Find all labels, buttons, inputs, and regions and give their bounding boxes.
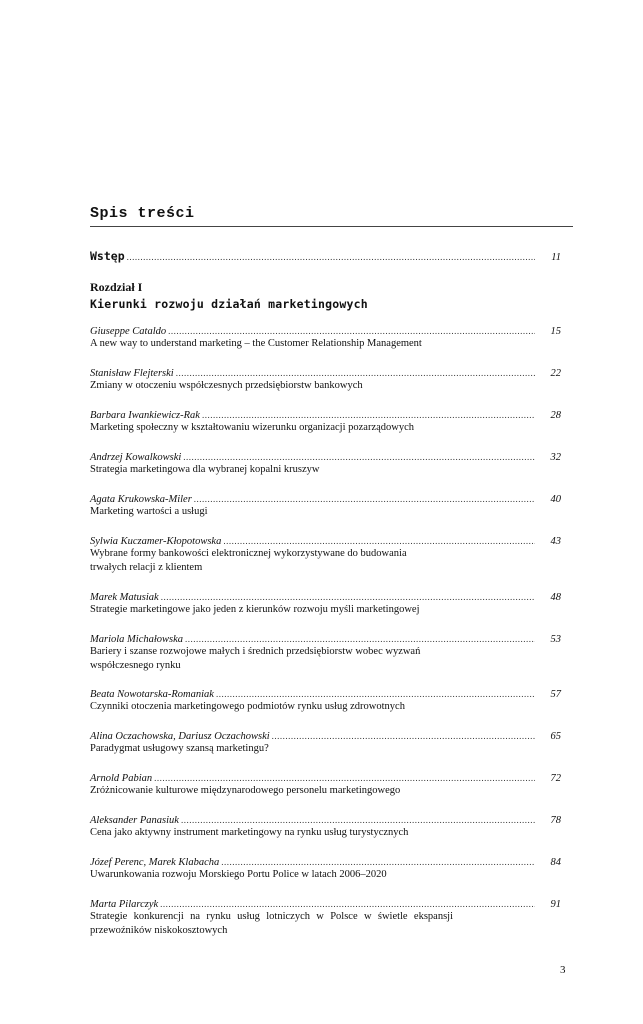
dot-leader	[223, 536, 535, 546]
toc-entry[interactable]	[90, 494, 561, 519]
page-number: 72	[550, 773, 561, 784]
dot-leader	[194, 494, 535, 504]
dot-leader	[183, 452, 535, 462]
entry-title: Strategia marketingowa dla wybranej kopalni kruszyw	[90, 464, 320, 475]
toc-entry[interactable]	[90, 536, 561, 575]
entry-title: Marketing społeczny w kształtowaniu wizerunku organizacji pozarządowych	[90, 422, 415, 433]
page-number: 53	[550, 634, 561, 645]
page-number: 48	[550, 592, 561, 603]
page-number: 11	[551, 252, 561, 263]
toc-entry[interactable]	[90, 634, 561, 673]
toc-entry[interactable]	[90, 326, 561, 351]
entry-author: Giuseppe Cataldo	[90, 326, 167, 337]
toc-entry[interactable]	[90, 731, 561, 756]
dot-leader	[154, 773, 535, 783]
entry-title: Uwarunkowania rozwoju Morskiego Portu Police w latach 2006–2020	[90, 869, 387, 880]
dot-leader	[168, 326, 535, 336]
entry-author: Marek Matusiak	[90, 592, 159, 603]
page-number: 15	[550, 326, 561, 337]
intro-label: Wstęp	[90, 249, 125, 263]
toc-entry[interactable]	[90, 815, 561, 840]
entry-author: Arnold Pabian	[90, 773, 153, 784]
chapter-heading	[90, 280, 368, 311]
dot-leader	[181, 815, 535, 825]
toc-entry[interactable]	[90, 452, 561, 477]
entry-author: Aleksander Panasiuk	[90, 815, 179, 826]
entry-author: Agata Krukowska-Miler	[90, 494, 192, 505]
entry-author: Stanisław Flejterski	[90, 368, 174, 379]
toc-entry[interactable]	[90, 368, 561, 393]
title-rule	[90, 226, 573, 227]
page-number: 78	[550, 815, 561, 826]
dot-leader	[202, 410, 535, 420]
entry-title: Marketing wartości a usługi	[90, 506, 208, 517]
page-folio: 3	[560, 964, 566, 976]
page-number: 84	[550, 857, 561, 868]
page-number: 43	[550, 536, 561, 547]
entry-title: Bariery i szanse rozwojowe małych i średnich przedsiębiorstw wobec wyzwań współczesnego rynku	[90, 646, 421, 671]
dot-leader	[161, 592, 535, 602]
entry-author: Alina Oczachowska, Dariusz Oczachowski	[90, 731, 270, 742]
page-number: 91	[550, 899, 561, 910]
dot-leader	[221, 857, 535, 867]
entry-title: Zmiany w otoczeniu współczesnych przedsiębiorstw bankowych	[90, 380, 363, 391]
page-title: Spis treści	[90, 205, 195, 222]
toc-entry[interactable]	[90, 857, 561, 882]
toc-entry[interactable]	[90, 773, 561, 798]
entry-title: Paradygmat usługowy szansą marketingu?	[90, 743, 269, 754]
chapter-title: Kierunki rozwoju działań marketingowych	[90, 297, 368, 311]
entry-author: Mariola Michałowska	[90, 634, 184, 645]
entry-author: Barbara Iwankiewicz-Rak	[90, 410, 200, 421]
toc-entry[interactable]	[90, 410, 561, 435]
page-number: 22	[550, 368, 561, 379]
page-number: 57	[550, 689, 561, 700]
toc-intro[interactable]	[90, 249, 561, 263]
entry-title: Cena jako aktywny instrument marketingowy na rynku usług turystycznych	[90, 827, 409, 838]
page-number: 40	[550, 494, 561, 505]
dot-leader	[272, 731, 535, 741]
dot-leader	[127, 252, 535, 262]
entry-title: Strategie konkurencji na rynku usług lotniczych w Polsce w świetle ekspansji przewoźników niskokosztowych	[90, 911, 453, 936]
page-number: 65	[550, 731, 561, 742]
dot-leader	[185, 634, 535, 644]
toc-entry[interactable]	[90, 899, 561, 938]
chapter-number: Rozdział I	[90, 280, 143, 294]
toc-entry[interactable]	[90, 689, 561, 714]
entry-title: Wybrane formy bankowości elektronicznej wykorzystywane do budowania trwałych relacji z klientem	[90, 548, 407, 573]
entry-author: Marta Pilarczyk	[90, 899, 159, 910]
dot-leader	[176, 368, 535, 378]
page-number: 28	[550, 410, 561, 421]
page-number: 32	[550, 452, 561, 463]
entry-author: Beata Nowotarska-Romaniak	[90, 689, 214, 700]
dot-leader	[160, 899, 535, 909]
entry-author: Józef Perenc, Marek Klabacha	[90, 857, 220, 868]
entry-title: Strategie marketingowe jako jeden z kierunków rozwoju myśli marketingowej	[90, 604, 420, 615]
dot-leader	[216, 689, 535, 699]
entry-author: Sylwia Kuczamer-Kłopotowska	[90, 536, 222, 547]
entry-title: Czynniki otoczenia marketingowego podmiotów rynku usług zdrowotnych	[90, 701, 405, 712]
entry-author: Andrzej Kowalkowski	[90, 452, 182, 463]
toc-entry[interactable]	[90, 592, 561, 617]
entry-title: A new way to understand marketing – the Customer Relationship Management	[90, 338, 422, 349]
entry-title: Zróżnicowanie kulturowe międzynarodowego personelu marketingowego	[90, 785, 401, 796]
